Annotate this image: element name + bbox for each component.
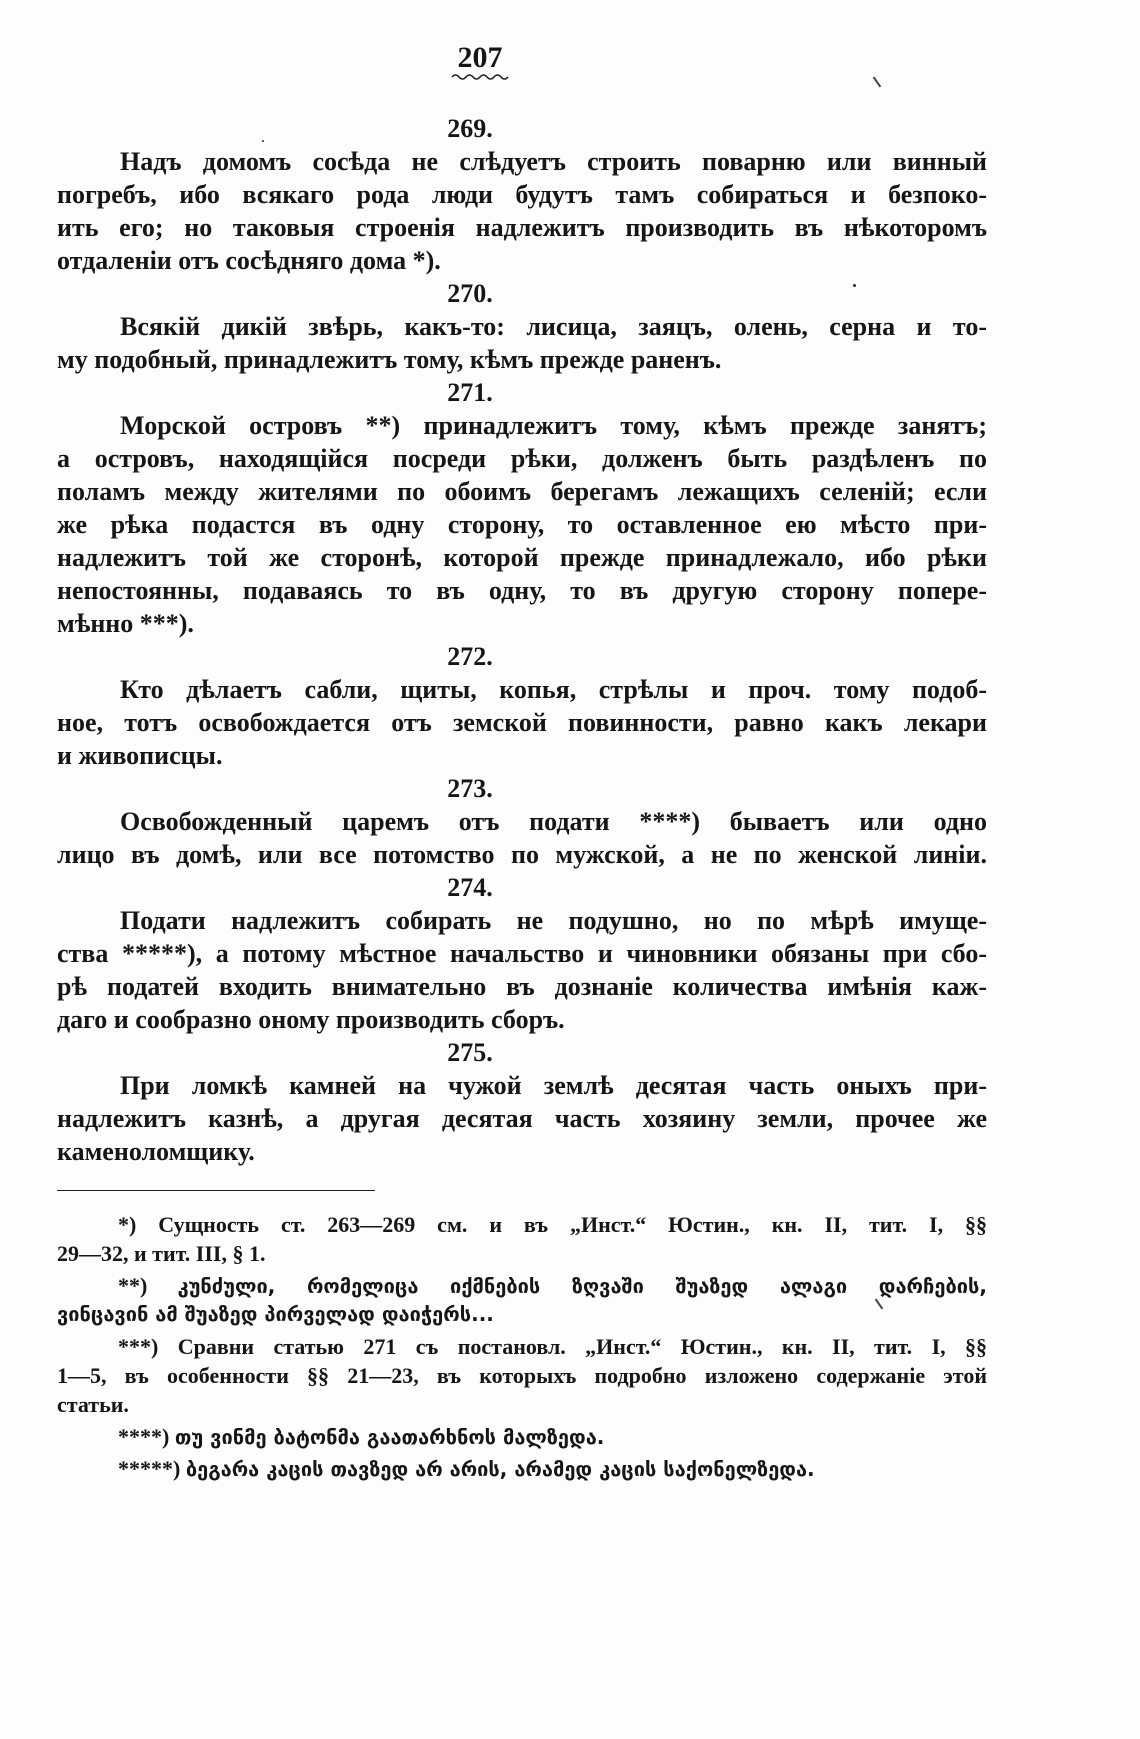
footnote: [57, 1271, 987, 1329]
paragraph-line: а островъ, находящійся посреди рѣки, долженъ быть раздѣленъ по: [57, 444, 987, 473]
footnote-line: 29—32, и тит. III, § 1.: [57, 1241, 266, 1266]
article-number: 270.: [447, 279, 493, 308]
page-number-underline: [451, 72, 509, 82]
paragraph-line: надлежитъ той же сторонѣ, которой прежде принадлежало, ибо рѣки: [57, 543, 987, 572]
article-269: [57, 112, 987, 277]
paragraph-line: лицо въ домѣ, или все потомство по мужской, а не по женской линіи.: [57, 840, 987, 869]
paragraph-line: отдаленіи отъ сосѣдняго дома *).: [57, 246, 441, 275]
paragraph-line: ства *****), а потому мѣстное начальство и чиновники обязаны при сбо-: [57, 939, 987, 968]
article-273: [57, 772, 987, 871]
paragraph-line: Всякій дикій звѣрь, какъ-то: лисица, заяцъ, олень, серна и то-: [120, 312, 987, 341]
article-272: [57, 640, 987, 772]
footnote-line: [57, 1422, 987, 1451]
scan-speck: [873, 77, 882, 88]
paragraph-line: погребъ, ибо всякаго рода люди будутъ тамъ собираться и безпоко-: [57, 180, 987, 209]
article-number: 271.: [447, 378, 493, 407]
scan-speck: [853, 284, 856, 287]
paragraph-line: каменоломщику.: [57, 1137, 255, 1166]
footnote: [57, 1454, 987, 1483]
footnote-line: [57, 1454, 987, 1483]
paragraph-line: поламъ между жителями по обоимъ берегамъ лежащихъ селеній; если: [57, 477, 987, 506]
footnote-text: Сравни статью 271 съ постановл. „Инст.“ Юстин., кн. II, тит. I, §§: [177, 1334, 988, 1359]
paragraph-line: Кто дѣлаетъ сабли, щиты, копья, стрѣлы и проч. тому подоб-: [120, 675, 987, 704]
footnote-marker: *****): [118, 1456, 181, 1481]
page-number: 207: [457, 41, 503, 74]
footnote-text: კუნძული, რომელიცა იქმნების ზღვაში შუაზედ ალაგი დარჩების,: [177, 1274, 987, 1298]
paragraph-line: При ломкѣ камней на чужой землѣ десятая часть оныхъ при-: [120, 1071, 987, 1100]
paragraph-line: мѣнно ***).: [57, 609, 194, 638]
footnote-text: თუ ვინმე ბატონმა გაათარხნოს მალზედა.: [174, 1425, 605, 1449]
article-number: 275.: [447, 1038, 493, 1067]
footnote-text: Сущность ст. 263—269 см. и въ „Инст.“ Юстин., кн. II, тит. I, §§: [158, 1212, 988, 1237]
paragraph-line: надлежитъ казнѣ, а другая десятая часть хозяину земли, прочее же: [57, 1104, 987, 1133]
footnote-line: статьи.: [57, 1392, 129, 1417]
article-275: [57, 1036, 987, 1168]
footnote: [57, 1210, 987, 1268]
paragraph-line: рѣ податей входить внимательно въ дознаніе количества имѣнія каж-: [57, 972, 987, 1001]
paragraph-line: Освобожденный царемъ отъ подати ****) бываетъ или одно: [120, 807, 987, 836]
paragraph-line: даго и сообразно оному производить сборъ.: [57, 1005, 565, 1034]
footnote-marker: *): [118, 1212, 137, 1237]
article-274: [57, 871, 987, 1036]
paragraph-line: Подати надлежитъ собирать не подушно, но по мѣрѣ имуще-: [120, 906, 987, 935]
article-number: 269.: [447, 114, 493, 143]
footnote: [57, 1422, 987, 1451]
footnote-line: [57, 1271, 987, 1300]
article-270: [57, 277, 987, 376]
paragraph-line: Надъ домомъ сосѣда не слѣдуетъ строить поварню или винный: [120, 147, 987, 176]
footnote: [57, 1332, 987, 1419]
article-271: [57, 376, 987, 640]
footnote-marker: ****): [118, 1424, 170, 1449]
footnotes: [57, 1210, 987, 1483]
paragraph-line: Морской островъ **) принадлежитъ тому, кѣмъ прежде занятъ;: [120, 411, 987, 440]
article-number: 273.: [447, 774, 493, 803]
article-number: 274.: [447, 873, 493, 902]
paragraph-line: ить его; но таковыя строенія надлежитъ производить въ нѣкоторомъ: [57, 213, 987, 242]
article-number: 272.: [447, 642, 493, 671]
paragraph-line: му подобный, принадлежитъ тому, кѣмъ прежде раненъ.: [57, 345, 722, 374]
footnote-line: ვინცავინ ამ შუაზედ პირველად დაიჭერს...: [57, 1302, 494, 1326]
footnote-line: [57, 1210, 987, 1239]
footnote-text: ბეგარა კაცის თავზედ არ არის, არამედ კაცის საქონელზედა.: [185, 1457, 815, 1481]
footnote-separator: [57, 1190, 375, 1191]
paragraph-line: же рѣка подастся въ одну сторону, то оставленное ею мѣсто при-: [57, 510, 987, 539]
footnote-marker: ***): [118, 1334, 159, 1359]
paragraph-line: и живописцы.: [57, 741, 223, 770]
footnote-line: [57, 1332, 987, 1361]
paragraph-line: непостоянны, подаваясь то въ одну, то въ другую сторону попере-: [57, 576, 987, 605]
main-text: [57, 112, 987, 1168]
footnote-line: 1—5, въ особенности §§ 21—23, въ которыхъ подробно изложено содержаніе этой: [57, 1363, 987, 1388]
scan-speck: [262, 140, 264, 142]
footnote-marker: **): [118, 1273, 148, 1298]
paragraph-line: ное, тотъ освобождается отъ земской повинности, равно какъ лекари: [57, 708, 987, 737]
